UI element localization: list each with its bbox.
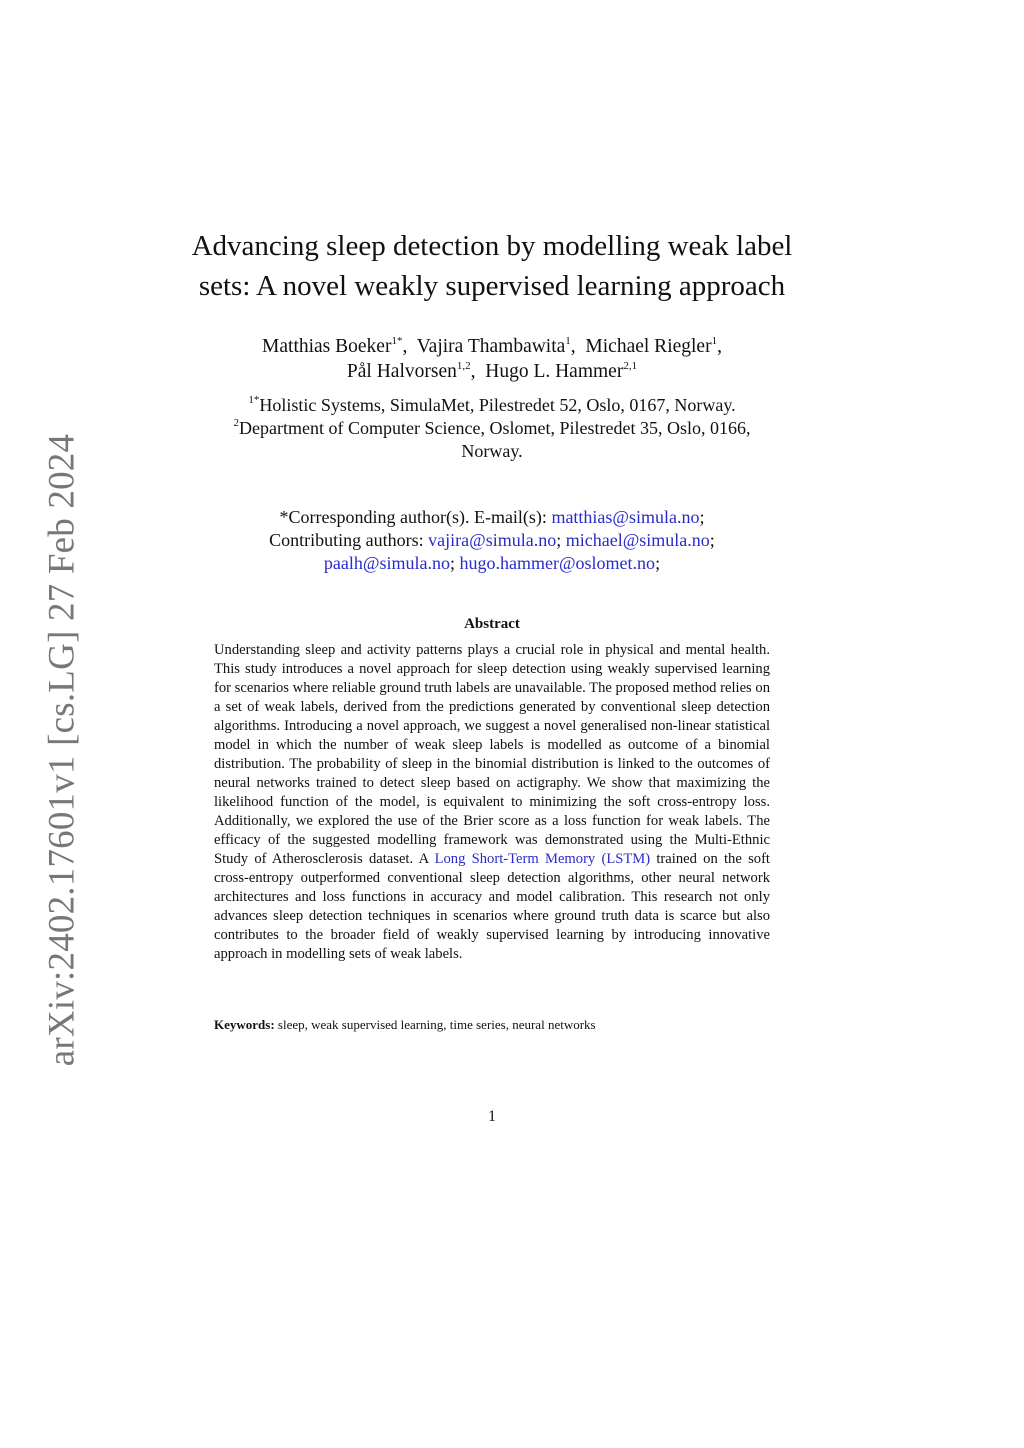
email-link[interactable]: matthias@simula.no bbox=[551, 507, 700, 527]
abstract-body bbox=[214, 641, 770, 964]
abstract-heading: Abstract bbox=[464, 616, 520, 632]
author-name: Pål Halvorsen bbox=[346, 361, 457, 382]
corresponding-label: *Corresponding author(s). E-mail(s): bbox=[279, 507, 547, 527]
affiliation-1 bbox=[150, 394, 834, 417]
author-name: Vajira Thambawita bbox=[416, 336, 566, 357]
email-link[interactable]: michael@simula.no bbox=[565, 530, 710, 550]
abstract-text-cont: trained on the soft cross-entropy outperformed conventional sleep detection algorithms, other neural network architectures and loss functions in accuracy and model calibration. This research not only advances sleep detection techniques in scenarios where ground truth data is scarce but also contributes to the broader field of weakly supervised learning by introducing innovative approach in modelling sets of weak labels. bbox=[214, 851, 770, 962]
title-line-1: Advancing sleep detection by modelling weak label bbox=[191, 230, 793, 262]
abstract-text: Understanding sleep and activity patterns plays a crucial role in physical and mental health. This study introduces a novel approach for sleep detection using weakly supervised learning for scenarios where reliable ground truth labels are unavailable. The proposed method relies on a set of weak labels, derived from the predictions generated by conventional sleep detection algorithms. Introducing a novel approach, we suggest a novel generalised non-linear statistical model in which the number of weak sleep labels is modelled as outcome of a binomial distribution. The probability of sleep in the binomial distribution is linked to the outcomes of neural networks trained to detect sleep based on actigraphy. We show that maximizing the likelihood function of the model, is equivalent to minimizing the soft cross-entropy loss. Additionally, we explored the use of the Brier score as a loss function for weak labels. The efficacy of the suggested modelling framework was demonstrated using the Multi-Ethnic Study of Atherosclerosis dataset. A bbox=[214, 642, 770, 867]
affiliation-2-cont: Norway. bbox=[461, 441, 523, 461]
abstract-link[interactable]: Long Short-Term Memory (LSTM) bbox=[434, 851, 651, 867]
keywords-label: Keywords: bbox=[214, 1017, 275, 1032]
affiliation-2 bbox=[150, 417, 834, 440]
keywords bbox=[214, 1016, 770, 1033]
affiliation-list bbox=[150, 394, 834, 463]
keywords-text: sleep, weak supervised learning, time series, neural networks bbox=[277, 1017, 596, 1032]
affiliation-text: Holistic Systems, SimulaMet, Pilestredet 52, Oslo, 0167, Norway. bbox=[259, 395, 736, 415]
page-number: 1 bbox=[488, 1108, 496, 1125]
title-line-2: sets: A novel weakly supervised learning approach bbox=[198, 270, 786, 302]
corresponding-line: *Corresponding author(s). E-mail(s): matthias@simula.no; bbox=[279, 507, 705, 527]
author-affil-sup: 2,1 bbox=[623, 360, 638, 372]
email-link[interactable]: hugo.hammer@oslomet.no bbox=[459, 553, 656, 573]
author-list bbox=[150, 334, 834, 384]
contributing-line-2: paalh@simula.no; hugo.hammer@oslomet.no; bbox=[323, 553, 661, 573]
email-link[interactable]: vajira@simula.no bbox=[428, 530, 557, 550]
paper-title bbox=[150, 226, 834, 306]
author-name: Matthias Boeker bbox=[262, 336, 392, 357]
author-affil-sup: 1,2 bbox=[456, 360, 471, 372]
author-affil-sup: 1 bbox=[711, 335, 718, 347]
contact-block bbox=[150, 506, 834, 575]
affiliation-text: Department of Computer Science, Oslomet, Pilestredet 35, Oslo, 0166, bbox=[239, 418, 751, 438]
author-affil-sup: 1* bbox=[391, 335, 403, 347]
author-affil-sup: 1 bbox=[565, 335, 571, 347]
contributing-line: Contributing authors: vajira@simula.no; michael@simula.no; bbox=[269, 530, 715, 550]
contributing-label: Contributing authors: bbox=[269, 530, 424, 550]
author-line-1: Matthias Boeker$^{1*}$, Vajira Thambawita$^1$, Michael Riegler$^1$, bbox=[262, 335, 722, 357]
arxiv-identifier[interactable]: arXiv:2402.17601v1 [cs.LG] 27 Feb 2024 bbox=[41, 433, 83, 1067]
author-name: Hugo L. Hammer bbox=[485, 361, 624, 382]
affiliation-sup: 1* bbox=[248, 394, 260, 406]
affiliation-sup: 2 bbox=[233, 417, 240, 429]
author-line-2: Pål Halvorsen$^{1,2}$, Hugo L. Hammer$^{2,1}$ bbox=[346, 360, 638, 382]
author-name: Michael Riegler bbox=[585, 336, 712, 357]
email-link[interactable]: paalh@simula.no bbox=[323, 553, 450, 573]
